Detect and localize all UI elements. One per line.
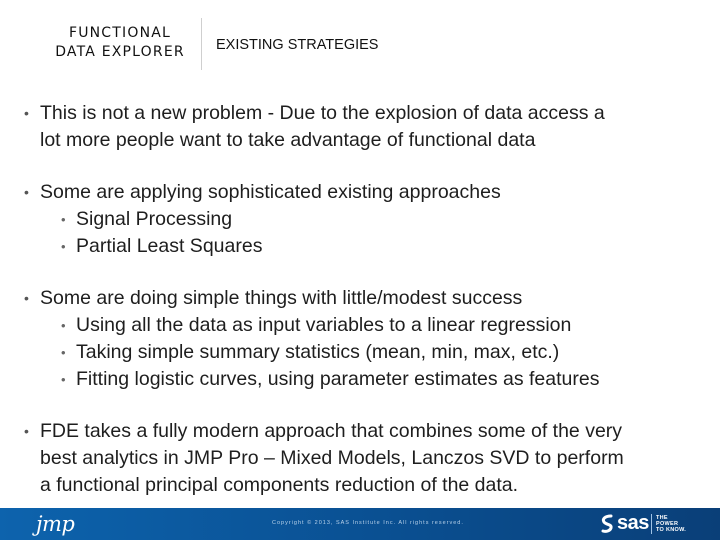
product-title-line2: DATA EXPLORER: [55, 44, 185, 60]
copyright-notice: Copyright © 2013, SAS Institute Inc. All rights reserved.: [272, 520, 464, 526]
bullet-line: best analytics in JMP Pro – Mixed Models, Lanczos SVD to perform: [40, 447, 624, 469]
bullet-item: [24, 285, 708, 393]
sub-bullet: • Using all the data as input variables to a linear regression: [40, 312, 708, 339]
bullet-item: [24, 100, 708, 154]
bullet-line: a functional principal components reduction of the data.: [40, 474, 519, 496]
bullet-line: • Some are doing simple things with little/modest success: [40, 287, 523, 309]
product-title: [40, 24, 200, 62]
product-title-line1: FUNCTIONAL: [68, 25, 172, 41]
tagline-line1: THE: [656, 515, 668, 521]
footer-bar: [0, 508, 720, 540]
sub-bullet: • Fitting logistic curves, using parameter estimates as features: [40, 366, 708, 393]
sub-bullet: • Signal Processing: [40, 206, 708, 233]
bullet-item: [24, 418, 708, 499]
sas-logo: sas: [617, 512, 649, 534]
bullet-line: • FDE takes a fully modern approach that combines some of the very: [40, 420, 623, 442]
tagline-line3: TO KNOW.: [656, 527, 687, 533]
bullet-line: • This is not a new problem - Due to the explosion of data access a: [40, 102, 605, 124]
logo-divider: [651, 514, 652, 534]
sub-bullet: • Partial Least Squares: [40, 233, 708, 260]
sas-tagline: [656, 515, 686, 533]
bullet-line: lot more people want to take advantage of functional data: [40, 129, 536, 151]
bullet-line: • Some are applying sophisticated existing approaches: [40, 181, 501, 203]
tagline-line2: POWER: [656, 521, 679, 527]
sas-swirl-icon: [600, 514, 616, 534]
sub-bullet: • Taking simple summary statistics (mean, min, max, etc.): [40, 339, 708, 366]
bullet-list: [24, 100, 708, 524]
bullet-item: [24, 179, 708, 260]
section-title: EXISTING STRATEGIES: [216, 37, 379, 53]
jmp-logo: jmp: [36, 512, 75, 536]
header-divider: [201, 18, 202, 70]
